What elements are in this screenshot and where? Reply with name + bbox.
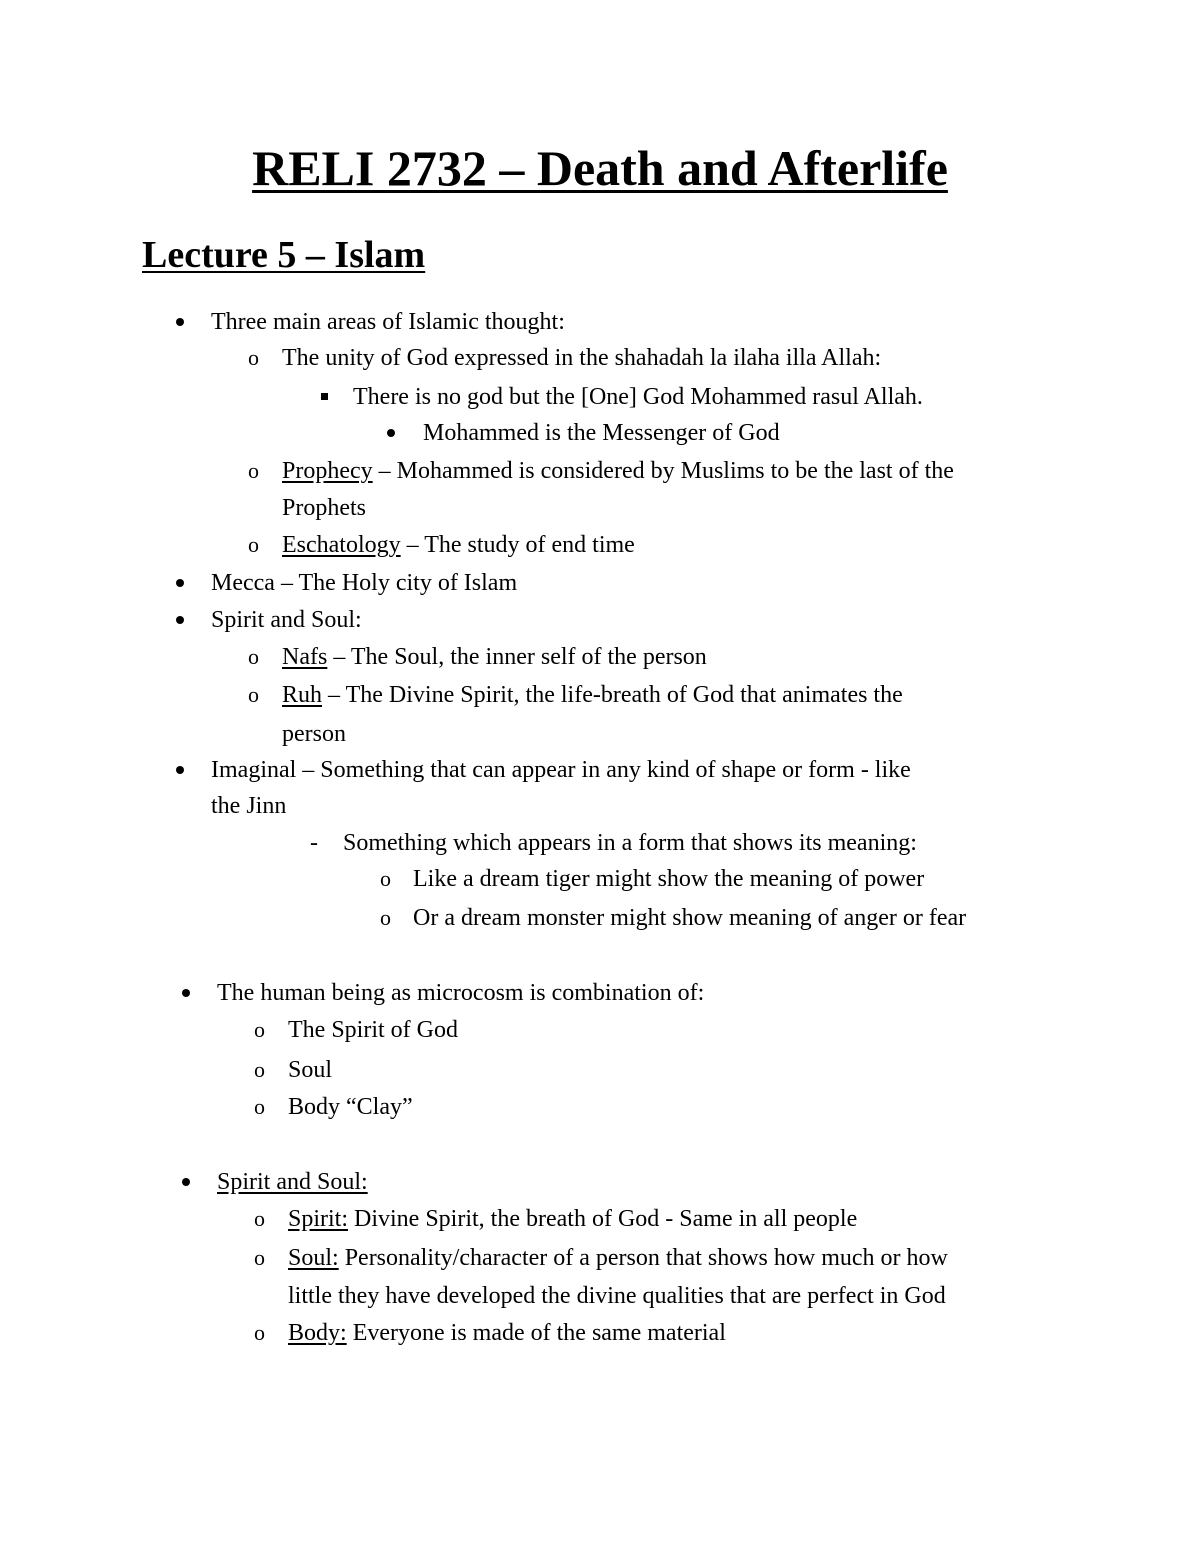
term-soul: Soul:: [288, 1245, 339, 1271]
term-eschatology: Eschatology: [282, 532, 401, 558]
list-item: There is no god but the [One] God Mohammed rasul Allah.: [353, 384, 923, 410]
list-item: [282, 530, 635, 560]
bullet-square-icon: [321, 393, 328, 400]
term-ruh: Ruh: [282, 682, 323, 708]
definition-eschatology: – The study of end time: [400, 532, 635, 558]
term-nafs: Nafs: [282, 644, 328, 670]
list-item: [282, 642, 707, 672]
list-item: Mecca – The Holy city of Islam: [211, 570, 518, 596]
page-title: RELI 2732 – Death and Afterlife: [252, 140, 948, 196]
bullet-circle-icon: o: [254, 1206, 265, 1231]
bullet-circle-icon: o: [254, 1320, 265, 1345]
list-item: Body “Clay”: [288, 1094, 413, 1120]
definition-spirit: Divine Spirit, the breath of God - Same in all people: [348, 1206, 858, 1232]
bullet-dash-icon: -: [310, 830, 318, 856]
bullet-dot-icon: [176, 766, 184, 774]
bullet-dot-icon: [176, 616, 184, 624]
list-item: The Spirit of God: [288, 1017, 458, 1043]
list-item: Like a dream tiger might show the meaning of power: [413, 866, 925, 892]
list-item: Spirit and Soul:: [211, 607, 362, 633]
list-item: The unity of God expressed in the shahadah la ilaha illa Allah:: [282, 345, 882, 371]
bullet-circle-icon: o: [248, 644, 259, 669]
list-item: Something which appears in a form that shows its meaning:: [343, 830, 917, 856]
bullet-circle-icon: o: [254, 1094, 265, 1119]
bullet-circle-icon: o: [380, 866, 391, 891]
list-item: Soul: [288, 1057, 333, 1083]
list-item-continuation: the Jinn: [211, 793, 287, 819]
bullet-dot-icon: [176, 318, 184, 326]
term-body: Body:: [288, 1320, 347, 1346]
list-item: Imaginal – Something that can appear in any kind of shape or form - like: [211, 757, 911, 783]
list-item: [282, 680, 903, 710]
bullet-circle-icon: o: [248, 458, 259, 483]
list-item: Three main areas of Islamic thought:: [211, 309, 565, 335]
bullet-circle-icon: o: [248, 345, 259, 370]
list-item-continuation: Prophets: [282, 495, 366, 521]
term-spirit: Spirit:: [288, 1206, 349, 1232]
bullet-dot-icon: [387, 429, 395, 437]
list-item: Spirit and Soul:: [217, 1169, 368, 1195]
list-item: [288, 1318, 726, 1348]
list-item: Mohammed is the Messenger of God: [423, 420, 780, 446]
bullet-circle-icon: o: [248, 682, 259, 707]
bullet-circle-icon: o: [254, 1017, 265, 1042]
bullet-circle-icon: o: [254, 1057, 265, 1082]
list-item: The human being as microcosm is combination of:: [217, 980, 705, 1006]
bullet-dot-icon: [182, 989, 190, 997]
bullet-circle-icon: o: [254, 1245, 265, 1270]
definition-soul: Personality/character of a person that shows how much or how: [338, 1245, 948, 1271]
lecture-heading: Lecture 5 – Islam: [142, 234, 426, 276]
bullet-circle-icon: o: [248, 532, 259, 557]
list-item-continuation: person: [282, 721, 346, 747]
list-item: [288, 1204, 857, 1234]
definition-body: Everyone is made of the same material: [346, 1320, 726, 1346]
bullet-circle-icon: o: [380, 905, 391, 930]
list-item: Or a dream monster might show meaning of anger or fear: [413, 905, 967, 931]
list-item-continuation: little they have developed the divine qualities that are perfect in God: [288, 1283, 946, 1309]
definition-ruh: – The Divine Spirit, the life-breath of God that animates the: [322, 682, 903, 708]
term-prophecy: Prophecy: [282, 458, 373, 484]
definition-prophecy: – Mohammed is considered by Muslims to be the last of the: [372, 458, 954, 484]
definition-nafs: – The Soul, the inner self of the person: [327, 644, 707, 670]
list-item: [282, 456, 954, 486]
bullet-dot-icon: [182, 1178, 190, 1186]
bullet-dot-icon: [176, 579, 184, 587]
list-item: [288, 1243, 948, 1273]
